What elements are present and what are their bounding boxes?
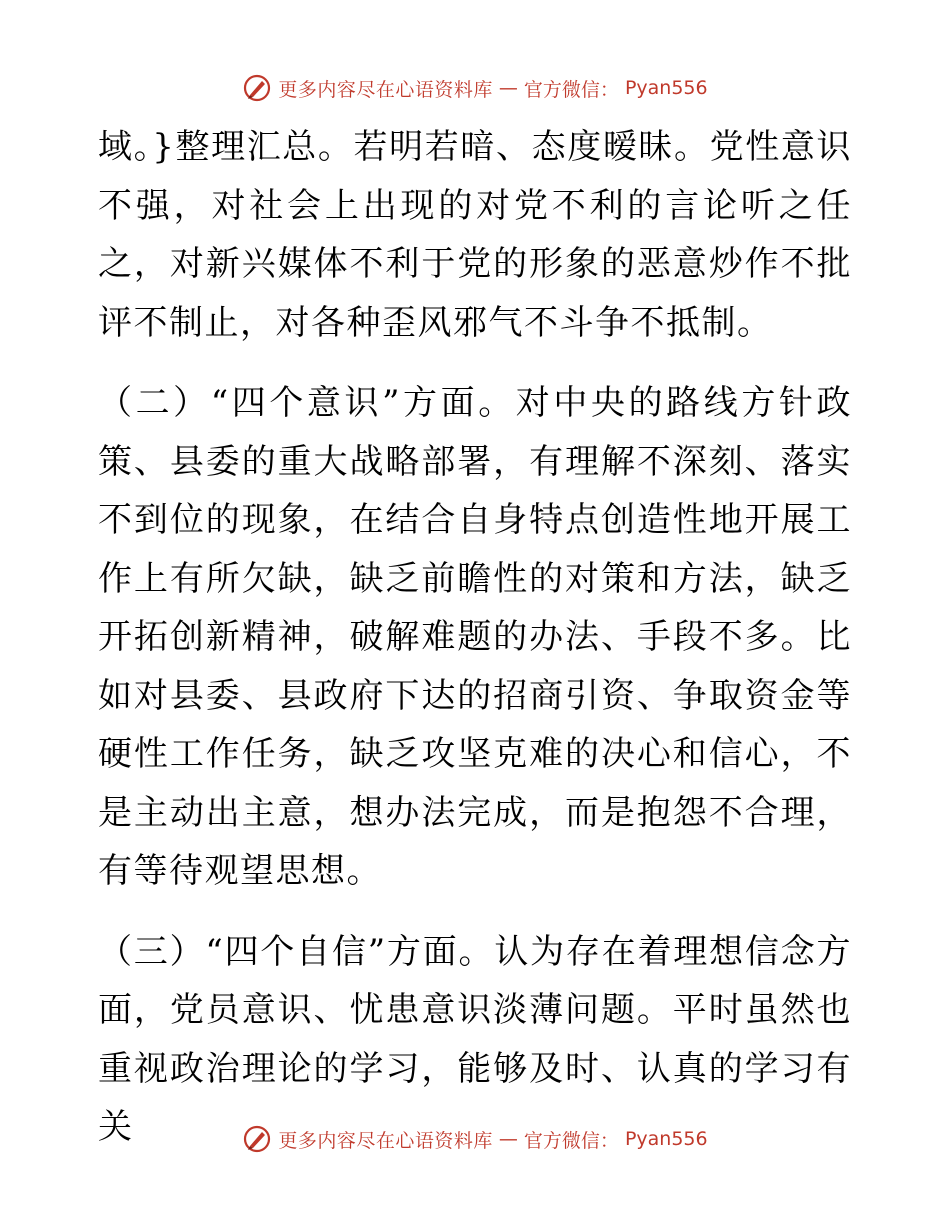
watermark-wechat-id: Pyan556 [624, 1128, 708, 1150]
paragraph-four-consciousness: （二）“四个意识”方面。对中央的路线方针政策、县委的重大战略部署，有理解不深刻、落实不到位的现象，在结合自身特点创造性地开展工作上有所欠缺，缺乏前瞻性的对策和方法，缺乏开拓创新精神，破解难题的办法、手段不多。比如对县委、县政府下达的招商引资、争取资金等硬性工作任务，缺乏攻坚克难的决心和信心，不是主动出主意，想办法完成，而是抱怨不合理，有等待观望思想。 [98, 383, 852, 891]
document-body [98, 118, 852, 1157]
quill-logo-icon [242, 73, 272, 103]
watermark-main-text: 更多内容尽在心语资料库 [278, 1129, 493, 1152]
watermark-wechat-label: 官方微信： [523, 78, 619, 101]
footer-watermark [0, 1124, 950, 1154]
header-watermark [0, 73, 950, 103]
paragraph-four-confidences: （三）“四个自信”方面。认为存在着理想信念方面，党员意识、忧患意识淡薄问题。平时虽然也重视政治理论的学习，能够及时、认真的学习有关 [98, 931, 852, 1147]
watermark-separator: — [498, 77, 518, 99]
watermark-main-text: 更多内容尽在心语资料库 [278, 78, 493, 101]
paragraph-continuation: 域。}整理汇总。若明若暗、态度暧昧。党性意识不强，对社会上出现的对党不利的言论听之任之，对新兴媒体不利于党的形象的恶意炒作不批评不制止，对各种歪风邪气不斗争不抵制。 [98, 127, 852, 343]
watermark-wechat-id: Pyan556 [624, 77, 708, 99]
watermark-separator: — [498, 1128, 518, 1150]
watermark-wechat-label: 官方微信： [523, 1129, 619, 1152]
quill-logo-icon [242, 1124, 272, 1154]
